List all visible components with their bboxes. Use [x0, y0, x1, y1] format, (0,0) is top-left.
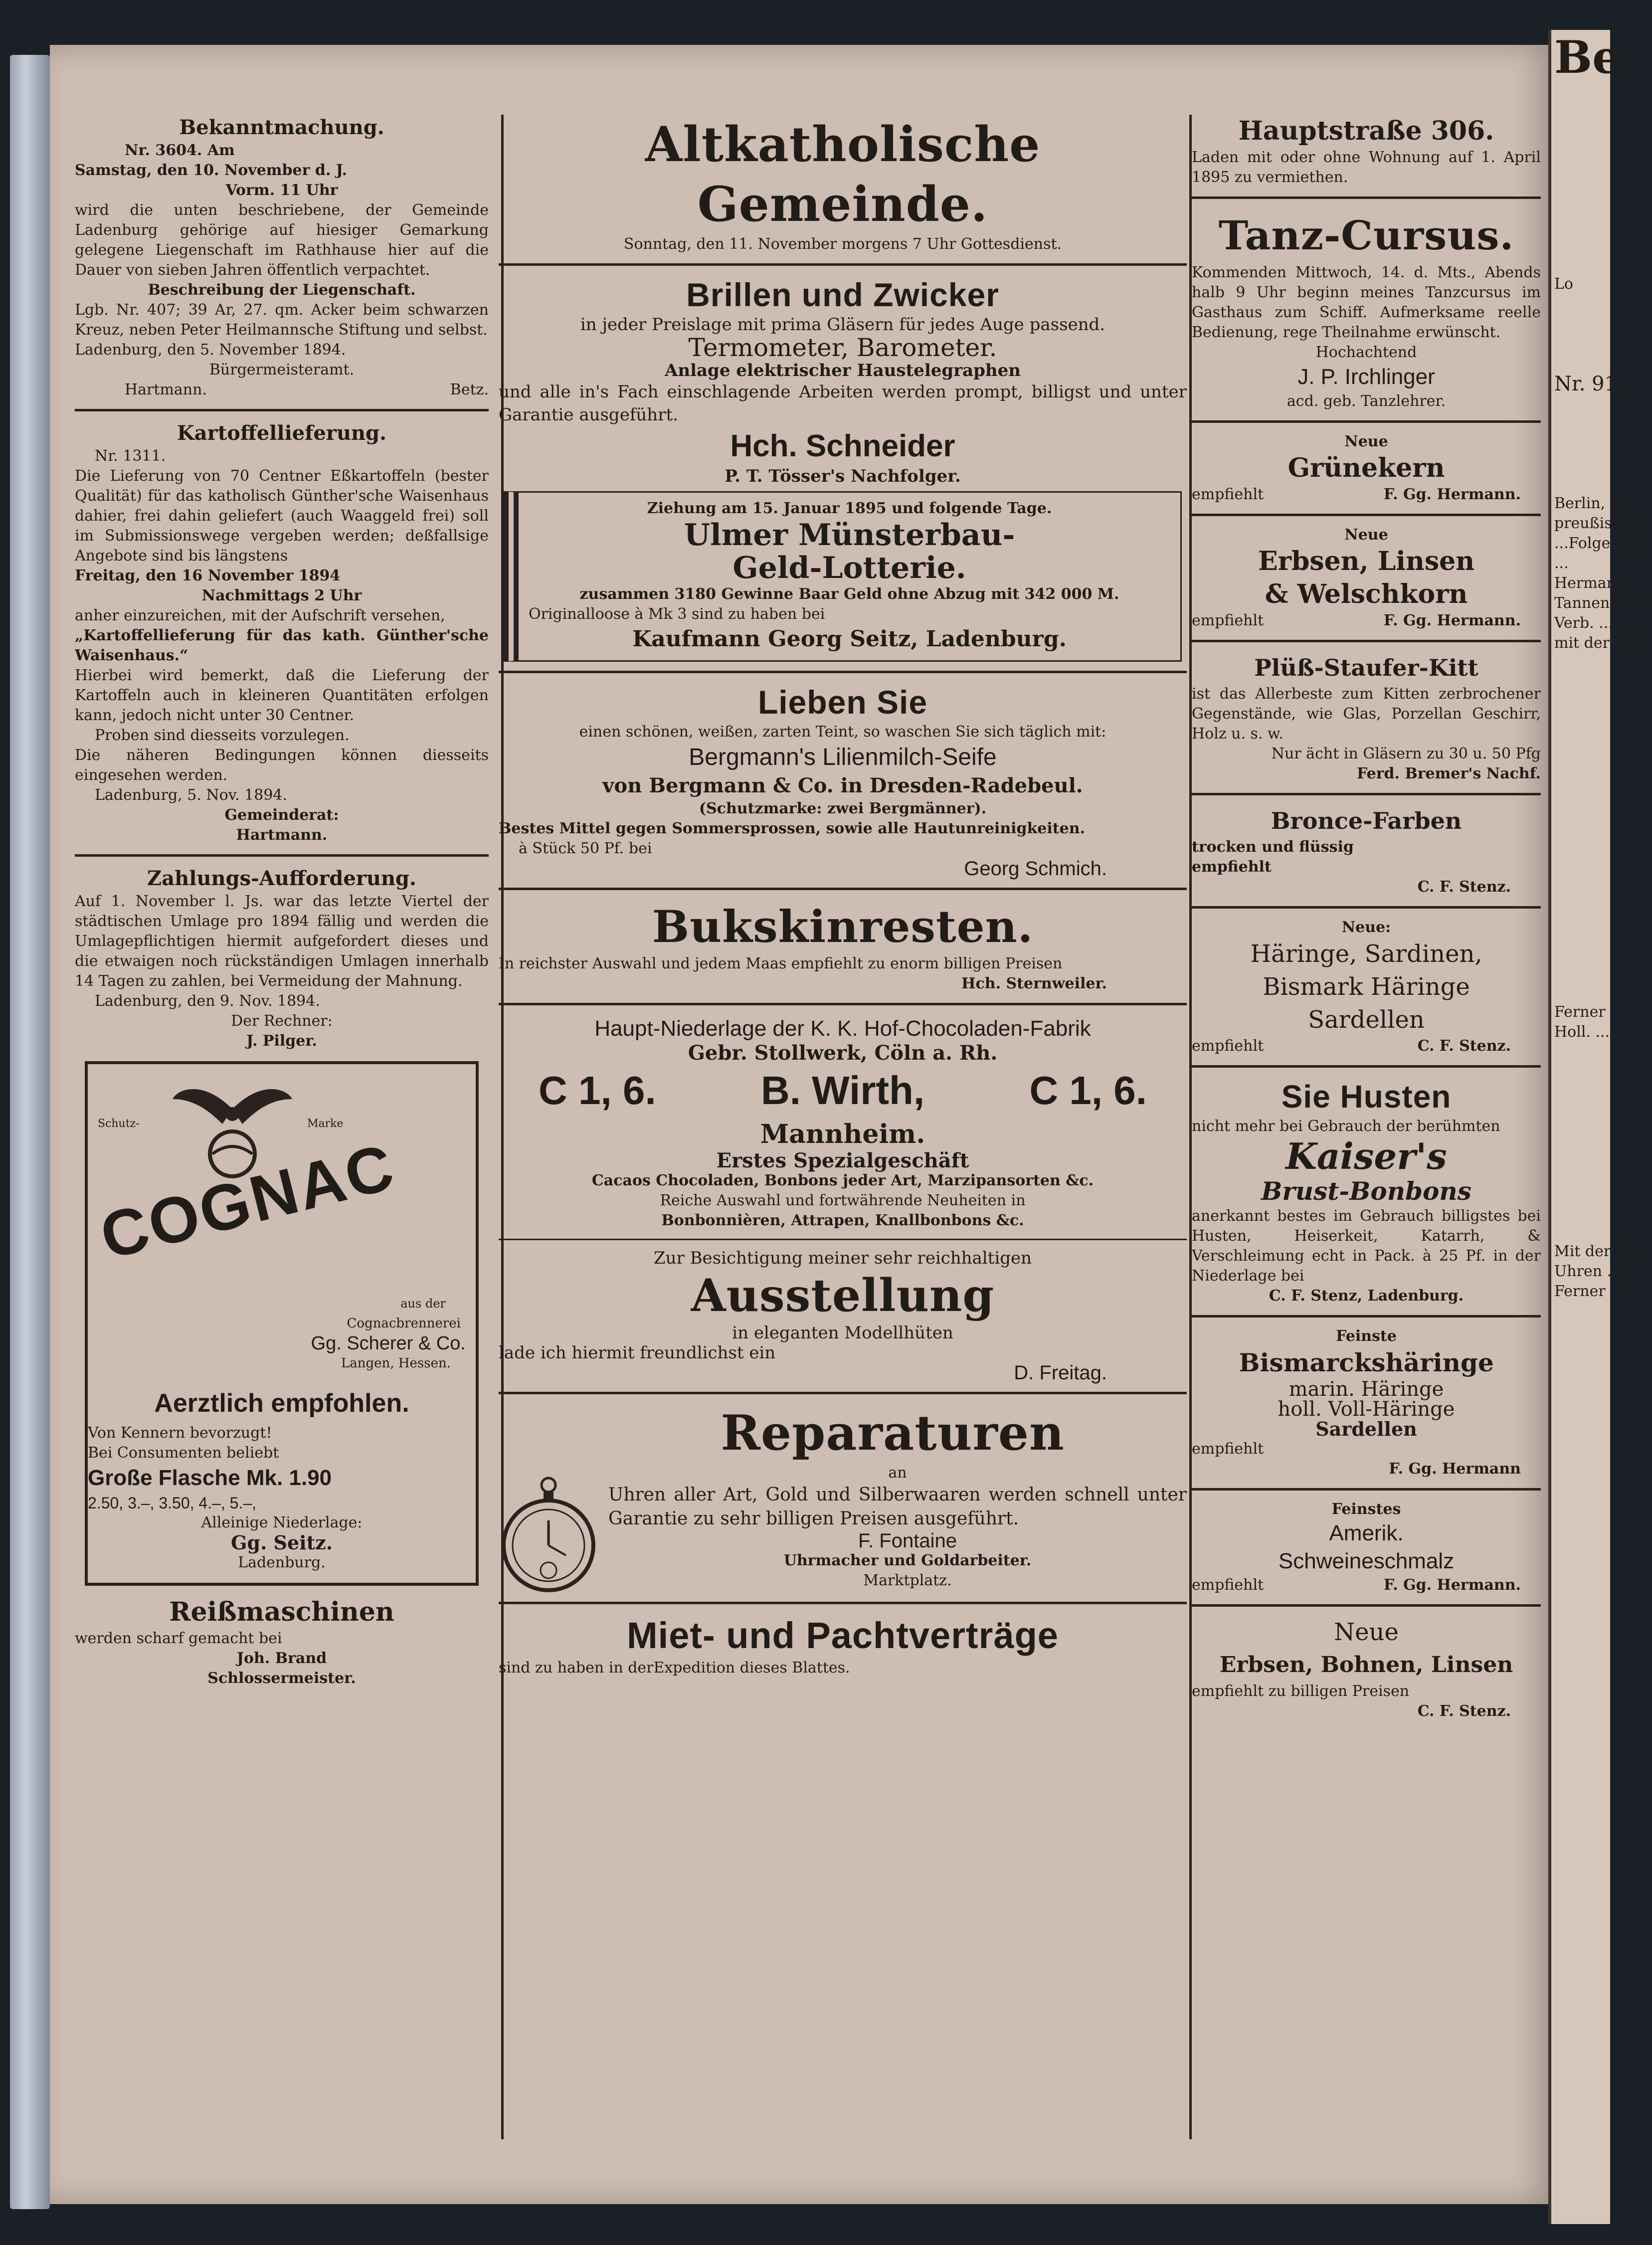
notice-line: Ladenburg, 5. Nov. 1894. — [95, 786, 288, 804]
ad-title: Bronce-Farben — [1271, 807, 1462, 834]
ad-line: empfiehlt — [1192, 858, 1272, 876]
cognac-word: COGNAC — [93, 1129, 402, 1273]
divider — [499, 263, 1187, 266]
ad-pluess-kitt — [1192, 651, 1541, 784]
ad-text: werden scharf gemacht bei — [75, 1630, 282, 1647]
adjacent-page-edge — [1548, 30, 1652, 2224]
notice-zahlung — [75, 866, 489, 1051]
ad-name: F. Fontaine — [858, 1530, 957, 1552]
divider — [1192, 1315, 1541, 1317]
notice-line: Nachmittags 2 Uhr — [201, 587, 362, 604]
ad-name: C. F. Stenz. — [1417, 1037, 1511, 1055]
adjacent-line: Verb. ... — [1554, 614, 1613, 632]
ad-sub: P. T. Tösser's Nachfolger. — [725, 466, 961, 486]
notice-line: Nr. 1311. — [95, 447, 166, 465]
notice-line: Die Lieferung von 70 Centner Eßkartoffeln (bester Qualität) für das katholisch Günther'sche Waisenhaus dahier, frei dahin geliefert (auch Waaggeld frei) soll im Submissionswege vergeben werden; deßfallsige Angebote sind bis längstens — [75, 467, 489, 564]
ad-line: Termometer, Barometer. — [688, 333, 997, 362]
pocket-watch-icon — [499, 1473, 598, 1593]
cognac-prices: 2.50, 3.–, 3.50, 4.–, 5.–, — [88, 1494, 257, 1512]
cognac-consum: Bei Consumenten beliebt — [88, 1444, 279, 1462]
ad-text: Laden mit oder ohne Wohnung auf 1. April 1895 zu vermiethen. — [1192, 149, 1541, 186]
ad-name: D. Freitag. — [1014, 1362, 1107, 1384]
ad-line: Reiche Auswahl und fortwährende Neuheiten in — [660, 1192, 1026, 1209]
ad-title: Grünekern — [1287, 453, 1445, 483]
notice-line: Freitag, den 16 November 1894 — [75, 567, 341, 584]
cognac-place: Langen, Hessen. — [341, 1356, 451, 1371]
divider — [1192, 1065, 1541, 1068]
notice-line: anher einzureichen, mit der Aufschrift versehen, — [75, 607, 445, 624]
notice-bekanntmachung — [75, 115, 489, 400]
divider — [1192, 1604, 1541, 1607]
ad-line: empfiehlt — [1192, 1576, 1264, 1594]
ad-line: einen schönen, weißen, zarten Teint, so waschen Sie sich täglich mit: — [579, 723, 1106, 741]
notice-line: Ladenburg, den 5. November 1894. — [75, 341, 346, 359]
book-binding — [10, 55, 50, 2209]
notice-text: Auf 1. November l. Js. war das letzte Viertel der städtischen Umlage pro 1894 fällig und werden die Umlagepflichtigen hiermit aufgefordert dieses und die etwaigen noch rückständigen Umlagen innerhalb 14 Tagen zu zahlen, bei Vermeidung der Mahnung. — [75, 893, 489, 990]
ad-line: von Bergmann & Co. in Dresden-Radebeul. — [602, 774, 1083, 797]
ad-bismarckshaeringe — [1192, 1326, 1541, 1479]
divider — [1192, 1488, 1541, 1491]
ad-line: Bergmann's Lilienmilch-Seife — [689, 744, 997, 770]
ad-line: nicht mehr bei Gebrauch der berühmten — [1192, 1118, 1500, 1135]
ad-reparaturen — [499, 1403, 1187, 1593]
adjacent-line: ... — [1554, 555, 1569, 572]
ad-footer-row — [1192, 1036, 1541, 1056]
adjacent-line: ...Folge der — [1554, 535, 1641, 552]
ad-name: Ferd. Bremer's Nachf. — [1356, 765, 1541, 782]
ad-line: Neue — [1334, 1618, 1399, 1646]
divider — [499, 888, 1187, 890]
ad-cognac — [85, 1061, 479, 1586]
ad-line: empfiehlt — [1192, 486, 1264, 503]
ad-place: Marktplatz. — [863, 1572, 952, 1589]
cognac-schutz: Schutz- — [98, 1118, 140, 1130]
divider — [75, 409, 489, 411]
ad-lotterie — [504, 491, 1182, 662]
ad-line: Schweineschmalz — [1278, 1549, 1455, 1573]
adjacent-line: Be — [1554, 31, 1621, 84]
ad-name: J. P. Irchlinger — [1297, 365, 1435, 389]
column-center — [499, 115, 1187, 1683]
ad-title: Bismark Häringe — [1263, 973, 1470, 1001]
ad-footer-row — [1192, 1575, 1541, 1595]
adjacent-line: Holl. ... — [1554, 1023, 1610, 1041]
notice-signature — [75, 380, 489, 400]
notice-line: Hierbei wird bemerkt, daß die Lieferung der Kartoffeln auch in kleineren Quantitäten erfolgen kann, jedoch nicht unter 30 Centner. — [75, 667, 489, 724]
ad-line: Hochachtend — [1315, 344, 1417, 361]
adjacent-line: Berlin, 10 — [1554, 495, 1629, 512]
divider — [499, 1392, 1187, 1394]
cognac-allein: Alleinige Niederlage: — [201, 1514, 363, 1531]
ad-gruenekern — [1192, 432, 1541, 505]
ad-trade: Uhrmacher und Goldarbeiter. — [783, 1552, 1032, 1569]
ad-title: Bismarckshäringe — [1239, 1348, 1494, 1377]
ad-title: Erbsen, Bohnen, Linsen — [1219, 1652, 1513, 1678]
notice-date: Ladenburg, den 9. Nov. 1894. — [95, 992, 320, 1010]
ad-schweineschmalz — [1192, 1499, 1541, 1595]
signature-name: Hartmann. — [125, 381, 207, 398]
notice-title: Bekanntmachung. — [179, 116, 384, 139]
ad-title: Lieben Sie — [757, 684, 928, 721]
ad-name: F. Gg. Hermann — [1389, 1460, 1521, 1478]
ad-sie-husten — [1192, 1077, 1541, 1306]
ad-line: empfiehlt — [1192, 1037, 1264, 1055]
ad-line: à Stück 50 Pf. bei — [519, 840, 652, 857]
ad-line: und alle in's Fach einschlagende Arbeiten werden prompt, billigst und unter Garantie ausgeführt. — [499, 382, 1187, 425]
choco-address: C 1, 6. — [539, 1068, 656, 1113]
cognac-kenner: Von Kennern bevorzugt! — [88, 1424, 272, 1442]
kaiser-bonbons-logo: Brust-Bonbons — [1261, 1176, 1471, 1206]
ad-text: ist das Allerbeste zum Kitten zerbrochener Gegenstände, wie Glas, Porzellan Geschirr, Holz u. s. w. — [1192, 685, 1541, 743]
cognac-marke: Marke — [307, 1118, 344, 1130]
ad-title: Tanz-Cursus. — [1218, 212, 1514, 259]
column-left — [75, 115, 489, 1693]
divider — [1192, 420, 1541, 423]
ad-title: Reißmaschinen — [169, 1597, 394, 1627]
ad-line: Cacaos Chocoladen, Bonbons jeder Art, Marzipansorten &c. — [591, 1172, 1094, 1189]
divider — [499, 671, 1187, 673]
notice-line: Vorm. 11 Uhr — [225, 182, 338, 199]
ad-name: Hch. Schneider — [730, 429, 955, 463]
ad-miet — [499, 1613, 1187, 1678]
ad-name: F. Gg. Hermann. — [1383, 486, 1521, 503]
kaiser-brand-logo: Kaiser's — [1285, 1135, 1447, 1177]
notice-title: Zahlungs-Aufforderung. — [147, 867, 416, 890]
ad-line: Sardellen — [1315, 1418, 1417, 1440]
ad-line: Haupt-Niederlage der K. K. Hof-Chocoladen-Fabrik — [594, 1016, 1091, 1041]
adjacent-line: Uhren ... — [1554, 1263, 1622, 1280]
ad-reissmaschinen — [75, 1596, 489, 1688]
divider — [1192, 793, 1541, 795]
ad-sub: acd. geb. Tanzlehrer. — [1286, 392, 1446, 410]
notice-line: „Kartoffellieferung für das kath. Günther'sche Waisenhaus.“ — [75, 627, 489, 664]
adjacent-line: Ferner ... — [1554, 1283, 1625, 1300]
ad-line: Bestes Mittel gegen Sommersprossen, sowie alle Hautunreinigkeiten. — [499, 820, 1085, 837]
ad-title: Ausstellung — [691, 1269, 995, 1322]
ad-line: Feinste — [1336, 1327, 1397, 1345]
ad-name: C. F. Stenz, Ladenburg. — [1269, 1287, 1464, 1305]
lotterie-loose: Originalloose à Mk 3 sind zu haben bei — [529, 605, 825, 623]
cognac-aus: aus der — [400, 1297, 446, 1310]
divider — [1192, 906, 1541, 909]
choco-address-row — [499, 1063, 1187, 1118]
ad-bukskin — [499, 899, 1187, 994]
ad-name: Joh. Brand — [236, 1650, 327, 1667]
ad-name: F. Gg. Hermann. — [1383, 1576, 1521, 1594]
cognac-empfohlen: Aerztlich empfohlen. — [154, 1389, 409, 1418]
ad-name: F. Gg. Hermann. — [1383, 612, 1521, 629]
ad-name: Hch. Sternweiler. — [961, 975, 1107, 992]
ad-title: Hauptstraße 306. — [1238, 116, 1494, 146]
notice-name: J. Pilger. — [246, 1032, 317, 1050]
ad-line: (Schutzmarke: zwei Bergmänner). — [699, 800, 987, 817]
notice-line: Die näheren Bedingungen können diesseits eingesehen werden. — [75, 747, 489, 784]
ad-line: Neue: — [1341, 919, 1391, 936]
ad-line: lade ich hiermit freundlichst ein — [499, 1343, 776, 1363]
adjacent-line: Tannenbaum — [1554, 594, 1652, 612]
lotterie-title: Geld-Lotterie. — [733, 551, 966, 585]
ad-line: Neue — [1344, 433, 1388, 450]
ad-text: Kommenden Mittwoch, 14. d. Mts., Abends halb 9 Uhr beginn meines Tanzcursus im Gasthaus zum Schiff. Aufmerksame reelle Bedienung, rege Theilnahme erwünscht. — [1192, 264, 1541, 341]
ad-hauptstrasse — [1192, 115, 1541, 187]
ad-footer-row — [1192, 611, 1541, 631]
adjacent-line: mit der Zeit. — [1554, 634, 1650, 652]
cognac-flasche: Große Flasche Mk. 1.90 — [88, 1466, 332, 1490]
ad-line: Gebr. Stollwerk, Cöln a. Rh. — [688, 1041, 998, 1065]
choco-name: B. Wirth, — [760, 1068, 925, 1113]
ad-line: in eleganten Modellhüten — [732, 1323, 953, 1343]
notice-title: Kartoffellieferung. — [177, 421, 387, 445]
ad-altkatholische — [499, 115, 1187, 254]
ad-name: C. F. Stenz. — [1417, 1702, 1511, 1720]
ad-title: Plüß-Staufer-Kitt — [1254, 654, 1478, 681]
choco-city: Mannheim. — [760, 1119, 925, 1149]
column-right — [1192, 115, 1541, 1726]
ad-title: Altkatholische Gemeinde. — [645, 116, 1041, 232]
cognac-brennerei: Cognacbrennerei — [347, 1316, 461, 1331]
notice-role: Der Rechner: — [231, 1012, 333, 1030]
notice-line: Nr. 3604. Am — [125, 142, 235, 159]
ad-tanzcursus — [1192, 208, 1541, 411]
ad-name: Georg Schmich. — [964, 858, 1107, 880]
notice-line: Gemeinderat: — [224, 806, 339, 824]
ad-line: Feinstes — [1331, 1500, 1401, 1518]
ad-lieben-sie — [499, 682, 1187, 879]
notice-line: Samstag, den 10. November d. J. — [75, 162, 348, 179]
choco-address: C 1, 6. — [1029, 1068, 1147, 1113]
ad-brillen — [499, 275, 1187, 486]
ad-title: Sardellen — [1308, 1006, 1425, 1034]
notice-line: wird die unten beschriebene, der Gemeinde Ladenburg gehörige auf hiesiger Gemarkung gelegene Liegenschaft im Rathhause hier auf die Dauer von sieben Jahren öffentlich verpachtet. — [75, 201, 489, 279]
ad-title: & Welschkorn — [1265, 579, 1468, 609]
divider — [75, 854, 489, 857]
ad-text: empfiehlt zu billigen Preisen — [1192, 1683, 1410, 1700]
adjacent-line: preußischen — [1554, 515, 1649, 532]
ad-ausstellung — [499, 1248, 1187, 1383]
ad-name: C. F. Stenz. — [1417, 878, 1511, 896]
ad-line: empfiehlt — [1192, 612, 1264, 629]
adjacent-line: Mit der Pr... — [1554, 1243, 1646, 1260]
divider — [499, 1239, 1187, 1240]
ad-title: Reparaturen — [721, 1405, 1065, 1461]
ad-title: Sie Husten — [1281, 1079, 1452, 1115]
divider — [1192, 514, 1541, 516]
notice-line: Proben sind diesseits vorzulegen. — [95, 727, 350, 744]
cognac-town: Ladenburg. — [238, 1554, 326, 1571]
notice-line: Lgb. Nr. 407; 39 Ar, 27. qm. Acker beim schwarzen Kreuz, neben Peter Heilmannsche Stiftung und selbst. — [75, 301, 489, 339]
cognac-seitz: Gg. Seitz. — [231, 1531, 333, 1554]
ad-line: holl. Voll-Häringe — [1278, 1398, 1455, 1421]
ad-line: Bonbonnièren, Attrapen, Knallbonbons &c. — [661, 1212, 1024, 1229]
ad-line: marin. Häringe — [1288, 1378, 1444, 1401]
notice-kartoffel — [75, 420, 489, 845]
lotterie-kaufmann: Kaufmann Georg Seitz, Ladenburg. — [632, 626, 1067, 652]
ad-line: Neue — [1344, 526, 1388, 544]
divider — [499, 1602, 1187, 1604]
ad-text: anerkannt bestes im Gebrauch billigstes bei Husten, Heiserkeit, Katarrh, & Verschleimung echt in Pack. à 25 Pf. in der Niederlage bei — [1192, 1207, 1541, 1285]
ad-text: sind zu haben in derExpedition dieses Blattes. — [499, 1659, 850, 1677]
choco-erstes: Erstes Spezialgeschäft — [716, 1149, 969, 1172]
ad-text: In reichster Auswahl und jedem Maas empfiehlt zu enorm billigen Preisen — [499, 955, 1063, 972]
adjacent-line: Ferner — [1554, 1003, 1606, 1021]
ad-line: Anlage elektrischer Haustelegraphen — [665, 361, 1021, 380]
notice-line: Bürgermeisteramt. — [209, 361, 355, 378]
ad-line: Nur ächt in Gläsern zu 30 u. 50 Pfg — [1271, 745, 1541, 762]
ad-line: in jeder Preislage mit prima Gläsern für jedes Auge passend. — [580, 315, 1105, 335]
divider — [1192, 640, 1541, 642]
ad-line: an — [888, 1464, 907, 1482]
adjacent-line: Lo — [1554, 275, 1573, 293]
ad-title: Miet- und Pachtverträge — [627, 1615, 1059, 1656]
ad-title: Häringe, Sardinen, — [1250, 940, 1482, 968]
ad-line: trocken und flüssig — [1192, 838, 1354, 856]
divider — [499, 1003, 1187, 1005]
ad-haeringe — [1192, 918, 1541, 1056]
lotterie-gewinne: zusammen 3180 Gewinne Baar Geld ohne Abzug mit 342 000 M. — [579, 585, 1119, 603]
ad-text: Uhren aller Art, Gold und Silberwaaren werden schnell unter Garantie zu sehr billigen Preisen ausgeführt. — [608, 1485, 1187, 1529]
ad-line: Amerik. — [1329, 1521, 1404, 1545]
ad-title: Bukskinresten. — [652, 901, 1034, 952]
ad-bronce — [1192, 804, 1541, 897]
notice-line: Beschreibung der Liegenschaft. — [148, 281, 416, 299]
divider — [1192, 196, 1541, 199]
ad-text: Sonntag, den 11. November morgens 7 Uhr Gottesdienst. — [623, 235, 1062, 253]
ad-bohnen — [1192, 1616, 1541, 1721]
ad-line: empfiehlt — [1192, 1440, 1264, 1458]
cognac-firm: Gg. Scherer & Co. — [311, 1333, 466, 1354]
ad-trade: Schlossermeister. — [207, 1670, 356, 1687]
notice-line: Hartmann. — [236, 826, 328, 844]
ad-footer-row — [1192, 485, 1541, 505]
ad-line: Zur Besichtigung meiner sehr reichhaltigen — [653, 1248, 1032, 1268]
lotterie-title: Ulmer Münsterbau- — [684, 518, 1015, 553]
ad-erbsen — [1192, 525, 1541, 631]
signature-name: Betz. — [450, 381, 489, 398]
ad-chocolade — [499, 1014, 1187, 1231]
lotterie-ziehung: Ziehung am 15. Januar 1895 und folgende Tage. — [647, 500, 1052, 517]
adjacent-line: Hermann — [1554, 574, 1626, 592]
adjacent-line: Nr. 91. — [1554, 373, 1624, 395]
ad-title: Brillen und Zwicker — [686, 276, 999, 313]
ad-title: Erbsen, Linsen — [1258, 546, 1475, 576]
